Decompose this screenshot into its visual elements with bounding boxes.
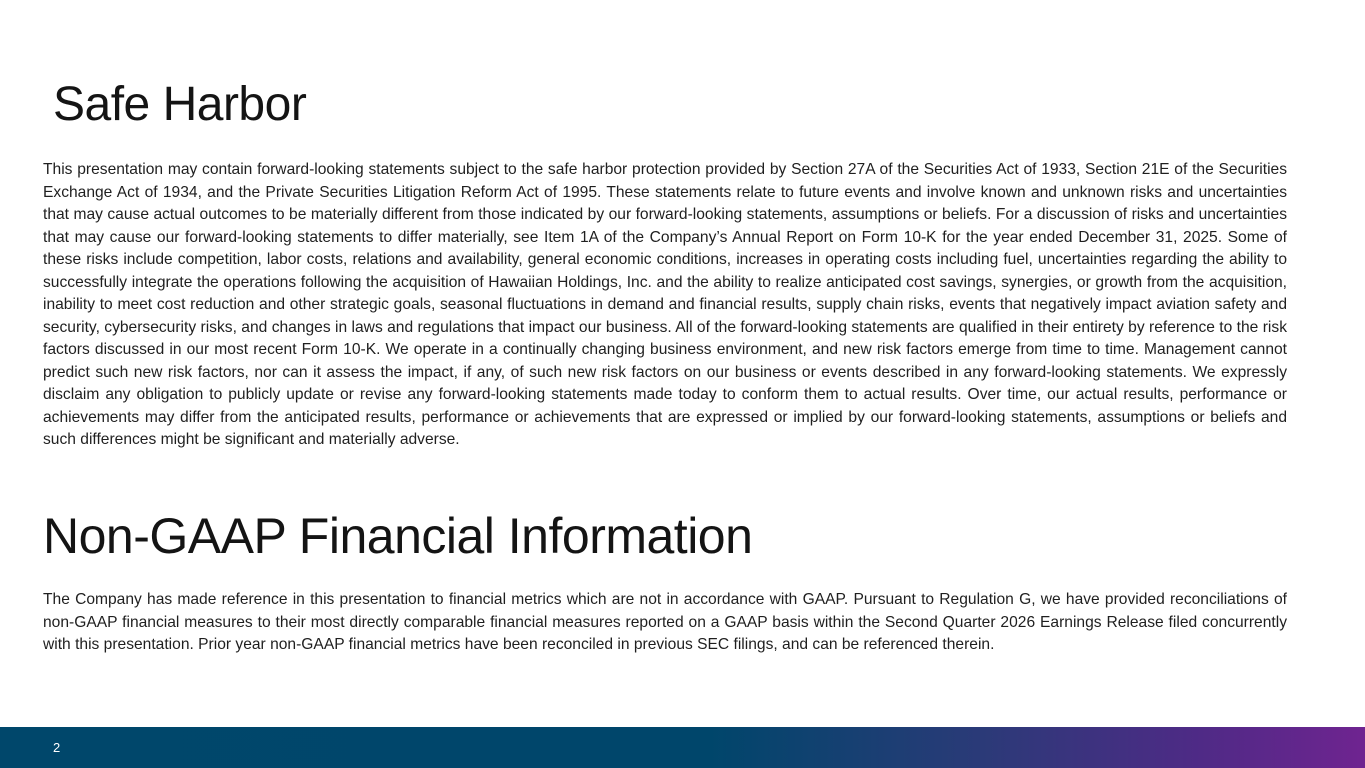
safe-harbor-heading: Safe Harbor xyxy=(53,78,307,131)
footer-gradient-bar xyxy=(0,727,1365,768)
page-number: 2 xyxy=(53,740,61,755)
safe-harbor-paragraph: This presentation may contain forward-looking statements subject to the safe harbor protection provided by Section 27A of the Securities Act of 1933, Section 21E of the Securities Exchange Act of 1934, and the Private Securities Litigation Reform Act of 1995. These statements relate to future events and involve known and unknown risks and uncertainties that may cause actual outcomes to be materially different from those indicated by our forward-looking statements, assumptions or beliefs. For a discussion of risks and uncertainties that may cause our forward-looking statements to differ materially, see Item 1A of the Company’s Annual Report on Form 10-K for the year ended December 31, 2025. Some of these risks include competition, labor costs, relations and availability, general economic conditions, increases in operating costs including fuel, uncertainties regarding the ability to successfully integrate the operations following the acquisition of Hawaiian Holdings, Inc. and the ability to realize anticipated cost savings, synergies, or growth from the acquisition, inability to meet cost reduction and other strategic goals, seasonal fluctuations in demand and financial results, supply chain risks, events that negatively impact aviation safety and security, cybersecurity risks, and changes in laws and regulations that impact our business. All of the forward-looking statements are qualified in their entirety by reference to the risk factors discussed in our most recent Form 10-K. We operate in a continually changing business environment, and new risk factors emerge from time to time. Management cannot predict such new risk factors, nor can it assess the impact, if any, of such new risk factors on our business or events described in any forward-looking statements. We expressly disclaim any obligation to publicly update or revise any forward-looking statements made today to conform them to actual results. Over time, our actual results, performance or achievements may differ from the anticipated results, performance or achievements that are expressed or implied by our forward-looking statements, assumptions or beliefs and such differences might be significant and materially adverse. xyxy=(43,161,1287,448)
non-gaap-heading: Non-GAAP Financial Information xyxy=(43,508,753,564)
non-gaap-paragraph: The Company has made reference in this presentation to financial metrics which are not in accordance with GAAP. Pursuant to Regulation G, we have provided reconciliations of non-GAAP financial measures to their most directly comparable financial measures reported on a GAAP basis within the Second Quarter 2026 Earnings Release filed concurrently with this presentation. Prior year non-GAAP financial metrics have been reconciled in previous SEC filings, and can be referenced therein. xyxy=(43,591,1287,653)
